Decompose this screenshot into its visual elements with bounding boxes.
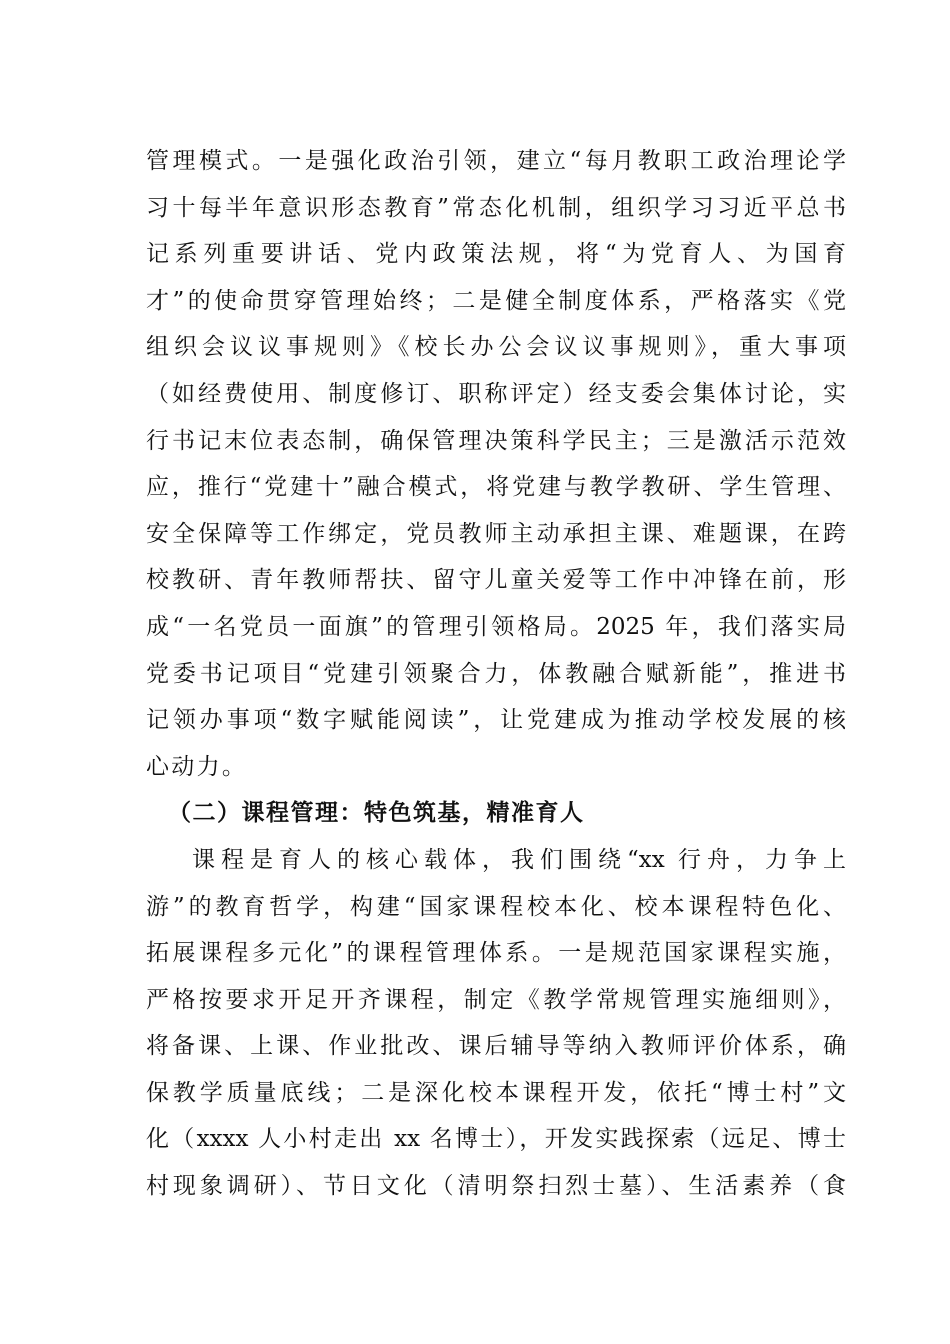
document-body xyxy=(146,138,846,1210)
text-line: 习十每半年意识形态教育”常态化机制，组织学习习近平总书 xyxy=(146,194,846,221)
text-line: 成“一名党员一面旗”的管理引领格局。2025 年，我们落实局 xyxy=(146,613,846,640)
text-line: 游”的教育哲学，构建“国家课程校本化、校本课程特色化、 xyxy=(146,893,846,920)
text-line: 拓展课程多元化”的课程管理体系。一是规范国家课程实施， xyxy=(146,940,846,967)
text-line: 组织会议议事规则》《校长办公会议议事规则》，重大事项 xyxy=(146,334,846,361)
text-line: 党委书记项目“党建引领聚合力，体教融合赋新能”，推进书 xyxy=(146,660,846,687)
text-line: 才”的使命贯穿管理始终；二是健全制度体系，严格落实《党 xyxy=(146,287,846,314)
text-line: （如经费使用、制度修订、职称评定）经支委会集体讨论，实 xyxy=(146,380,846,407)
text-line: 记系列重要讲话、党内政策法规，将“为党育人、为国育 xyxy=(146,241,846,268)
text-line: 校教研、青年教师帮扶、留守儿童关爱等工作中冲锋在前，形 xyxy=(146,567,846,594)
text-line: 应，推行“党建十”融合模式，将党建与教学教研、学生管理、 xyxy=(146,474,846,501)
text-line: 化（xxxx 人小村走出 xx 名博士），开发实践探索（远足、博士 xyxy=(146,1126,846,1153)
text-line: 将备课、上课、作业批改、课后辅导等纳入教师评价体系，确 xyxy=(146,1033,846,1060)
text-line: 保教学质量底线；二是深化校本课程开发，依托“博士村”文 xyxy=(146,1079,846,1106)
text-line: 安全保障等工作绑定，党员教师主动承担主课、难题课，在跨 xyxy=(146,520,846,547)
text-line: 记领办事项“数字赋能阅读”，让党建成为推动学校发展的核 xyxy=(146,707,846,734)
text-line: 心动力。 xyxy=(146,753,248,780)
text-line: 管理模式。一是强化政治引领，建立“每月教职工政治理论学 xyxy=(146,148,846,174)
text-line: 村现象调研）、节日文化（清明祭扫烈士墓）、生活素养（食 xyxy=(146,1173,846,1200)
text-line: 行书记末位表态制，确保管理决策科学民主；三是激活示范效 xyxy=(146,427,846,454)
section-heading: （二）课程管理：特色筑基，精准育人 xyxy=(168,799,585,827)
text-line: 课程是育人的核心载体，我们围绕“xx 行舟，力争上 xyxy=(192,846,846,873)
text-line: 严格按要求开足开齐课程，制定《教学常规管理实施细则》， xyxy=(146,986,846,1013)
